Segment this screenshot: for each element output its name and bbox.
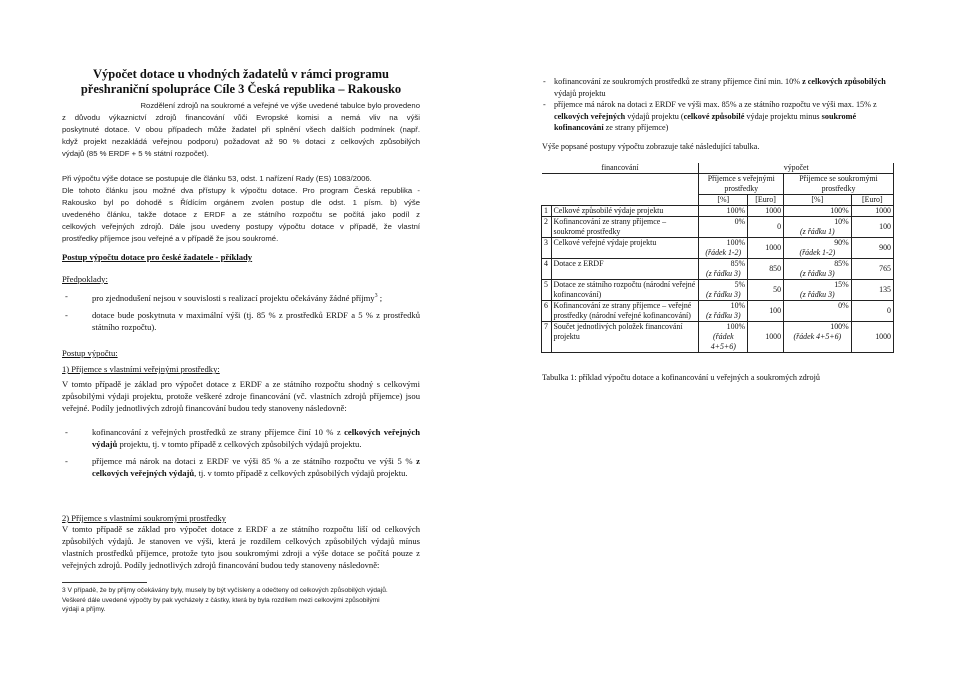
row-reference: (z řádku 3)	[705, 311, 741, 320]
pct-value: 85%	[730, 259, 746, 268]
pct-value: 100%	[726, 322, 746, 331]
pct-cell	[699, 322, 748, 353]
row-reference: (z řádku 3)	[800, 290, 835, 299]
eur-value: 1000	[748, 238, 784, 259]
case2-heading: 2) Příjemce s vlastními soukromými prostředky	[62, 513, 226, 523]
list-item: - příjemce má nárok na dotaci z ERDF ve výši 85 % a ze státního rozpočtu ve výši 5 % z celkových veřejných výdajů, tj. v tomto případě z celkových způsobilých výdajů projektu.	[62, 455, 420, 479]
case1-text: V tomto případě je základ pro výpočet dotace z ERDF a ze státního rozpočtu shodný s celkovými způsobilými výdaji projektu, protože veškeré zdroje financování (vč. vlastních zdrojů příjemce) jsou veřejné. Podíly jednotlivých zdrojů financování budou tedy stanoveny následovně:	[62, 379, 420, 413]
rules-line: Dle tohoto článku jsou možné dva přístupy k výpočtu dotace. Pro program Česká republika -	[62, 186, 420, 195]
case1-heading: 1) Příjemce s vlastními veřejnými prostředky:	[62, 364, 220, 374]
table-header-row	[542, 174, 894, 195]
pct-value: 100%	[726, 206, 746, 215]
eur-value: 1000	[851, 322, 893, 353]
pct-cell	[699, 280, 748, 301]
row-reference: (z řádku 3)	[705, 269, 741, 278]
table-caption: Tabulka 1: příklad výpočtu dotace a kofinancování u veřejných a soukromých zdrojů	[542, 373, 820, 382]
pct-value: 5%	[734, 280, 746, 289]
row-label: Kofinancování ze strany příjemce – veřejné prostředky (národní veřejné kofinancování)	[551, 301, 699, 322]
intro-line: výdajů (85 % ERDF + 5 % státní rozpočet).	[62, 149, 209, 158]
intro-paragraph	[62, 100, 420, 160]
postup-heading: Postup výpočtu dotace pro české žadatele - příklady	[62, 252, 253, 262]
title-line-1: Výpočet dotace u vhodných žadatelů v rámci programu	[93, 67, 389, 81]
row-number: 6	[542, 301, 552, 322]
row-label: Celkové způsobilé výdaje projektu	[551, 206, 699, 217]
eur-value: 50	[748, 280, 784, 301]
rules-line: Při výpočtu výše dotace se postupuje dle článku 53, odst. 1 nařízení Rady (ES) 1083/2006.	[62, 174, 372, 183]
header-public: Příjemce s veřejnými prostředky	[699, 174, 784, 195]
row-reference: (řádek 1-2)	[705, 248, 742, 257]
row-reference: (řádek 4+5+6)	[793, 332, 842, 341]
row-reference: (řádek 4+5+6)	[710, 332, 736, 351]
pct-value: 100%	[830, 206, 849, 215]
pct-cell	[784, 217, 852, 238]
footnote-divider	[62, 582, 147, 583]
row-number: 2	[542, 217, 552, 238]
row-label: Celkové veřejné výdaje projektu	[551, 238, 699, 259]
row-reference: (řádek 1-2)	[799, 248, 836, 257]
list-item: - kofinancování z veřejných prostředků ze strany příjemce činí 10 % z celkových veřejných výdajů projektu, tj. v tomto případě z celkových způsobilých výdajů projektu.	[62, 426, 420, 450]
eur-value: 1000	[851, 206, 893, 217]
header-financovani: financování	[542, 163, 699, 174]
calculation-table	[541, 163, 894, 353]
pct-cell	[784, 238, 852, 259]
case1-list	[62, 426, 420, 484]
row-number: 1	[542, 206, 552, 217]
row-label: Dotace ze státního rozpočtu (národní veřejné kofinancování)	[551, 280, 699, 301]
list-item: - pro zjednodušení nejsou v souvislosti s realizací projektu očekávány žádné příjmy$^3$ ;	[62, 290, 420, 304]
list-item: - kofinancování ze soukromých prostředků ze strany příjemce činí min. 10% z celkových způsobilých výdajů projektu	[542, 76, 897, 99]
row-reference: (z řádku 1)	[800, 227, 835, 236]
case2-text: V tomto případě se základ pro výpočet dotace z ERDF a ze státního rozpočtu liší od celkových způsobilých výdajů. Je stanoven ve výši, která je rozdílem celkových způsobilých výdajů mínus vlastních prostředků příjemce, protože tyto jsou soukromými zdroji a výše dotace se počítá pouze z veřejných zdrojů. Podíly jednotlivých zdrojů financování budou tedy stanoveny následovně:	[62, 524, 420, 570]
rules-line: uvedeného článku, takže dotace z ERDF a ze státního rozpočtu se počítá jako podíl z	[62, 210, 420, 219]
row-reference: (z řádku 3)	[705, 290, 741, 299]
header-eur: [Euro]	[851, 195, 893, 206]
rules-line: Rakousko byl po dohodě s Řídícím orgánem zvolen postup dle odst. 1 písm. b) výše	[62, 198, 420, 207]
intro-line: když projekt nezakládá veřejnou podporu) požadovat až 90 % dotaci z celkových způsobilých	[62, 137, 420, 146]
row-number: 4	[542, 259, 552, 280]
eur-value: 1000	[748, 322, 784, 353]
eur-value: 100	[851, 217, 893, 238]
pct-value: 10%	[834, 217, 849, 226]
pct-value: 0%	[838, 301, 849, 310]
row-number: 7	[542, 322, 552, 353]
rules-paragraph	[62, 173, 420, 245]
footnote: 3 V případě, že by příjmy očekávány byly, musely by být vyčísleny a odečteny od celkových způsobilých výdajů. Veškeré dále uvedené výpočty by pak vycházely z částky, která by byla rozdílem mezi celkovými způsobilými výdaji a příjmy.	[62, 587, 388, 613]
pct-cell	[784, 206, 852, 217]
table-row	[542, 259, 894, 280]
pct-cell	[699, 238, 748, 259]
header-eur: [Euro]	[748, 195, 784, 206]
pct-cell	[699, 217, 748, 238]
pct-cell	[784, 280, 852, 301]
document-title	[62, 67, 420, 97]
pct-cell	[699, 206, 748, 217]
pct-value: 0%	[734, 217, 746, 226]
pct-cell	[784, 322, 852, 353]
table-row	[542, 280, 894, 301]
eur-value: 900	[851, 238, 893, 259]
header-private: Příjemce se soukromými prostředky	[784, 174, 894, 195]
row-number: 3	[542, 238, 552, 259]
row-number: 5	[542, 280, 552, 301]
postup-vypoctu-heading: Postup výpočtu:	[62, 348, 118, 358]
predpoklady-list	[62, 290, 420, 338]
eur-value: 1000	[748, 206, 784, 217]
table-row	[542, 206, 894, 217]
table-row	[542, 322, 894, 353]
eur-value: 0	[748, 217, 784, 238]
pct-cell	[784, 259, 852, 280]
row-reference: (z řádku 3)	[800, 269, 835, 278]
intro-line: Rozdělení zdrojů na soukromé a veřejné ve výše uvedené tabulce bylo provedeno	[140, 101, 420, 110]
pct-value: 10%	[730, 301, 746, 310]
header-vypocet: výpočet	[699, 163, 894, 174]
pct-value: 90%	[834, 238, 849, 247]
row-label: Dotace z ERDF	[551, 259, 699, 280]
table-row	[542, 238, 894, 259]
table-header-row	[542, 163, 894, 174]
intro-line: z důvodu výkaznictví zdrojů financování vůči Evropské komisi a nemá vliv na výši	[62, 113, 420, 122]
title-line-2: přeshraniční spolupráce Cíle 3 Česká republika – Rakousko	[80, 82, 402, 96]
pct-value: 15%	[834, 280, 849, 289]
eur-value: 0	[851, 301, 893, 322]
header-pct: [%]	[784, 195, 852, 206]
eur-value: 135	[851, 280, 893, 301]
row-label: Součet jednotlivých položek financování projektu	[551, 322, 699, 353]
rules-line: celkových veřejných zdrojů. Dále jsou uvedeny postupy výpočtu dotace v případě, že vlastní	[62, 222, 420, 231]
pct-value: 100%	[726, 238, 746, 247]
row-label: Kofinancování ze strany příjemce – soukromé prostředky	[551, 217, 699, 238]
intro-line: poskytnuté dotace. V obou případech může žadatel při splnění všech dalších podmínek (např.	[62, 125, 420, 134]
table-row	[542, 217, 894, 238]
table-row	[542, 301, 894, 322]
eur-value: 850	[748, 259, 784, 280]
pct-cell	[784, 301, 852, 322]
table-intro: Výše popsané postupy výpočtu zobrazuje také následující tabulka.	[542, 142, 760, 151]
header-pct: [%]	[699, 195, 748, 206]
list-item: - příjemce má nárok na dotaci z ERDF ve výši max. 85% a ze státního rozpočtu ve výši max. 15% z celkových veřejných výdajů projektu (celkové způsobilé výdaje projektu minus soukromé kofinancování ze strany příjemce)	[542, 99, 897, 134]
list-item: - dotace bude poskytnuta v maximální výši (tj. 85 % z prostředků ERDF a 5 % z prostředků státního rozpočtu).	[62, 309, 420, 333]
eur-value: 765	[851, 259, 893, 280]
rules-line: prostředky příjemce jsou veřejné a v případě že jsou soukromé.	[62, 234, 279, 243]
pct-value: 100%	[830, 322, 849, 331]
predpoklady-heading: Předpoklady:	[62, 274, 108, 284]
eur-value: 100	[748, 301, 784, 322]
pct-value: 85%	[834, 259, 849, 268]
pct-cell	[699, 301, 748, 322]
right-list	[542, 76, 897, 134]
pct-cell	[699, 259, 748, 280]
